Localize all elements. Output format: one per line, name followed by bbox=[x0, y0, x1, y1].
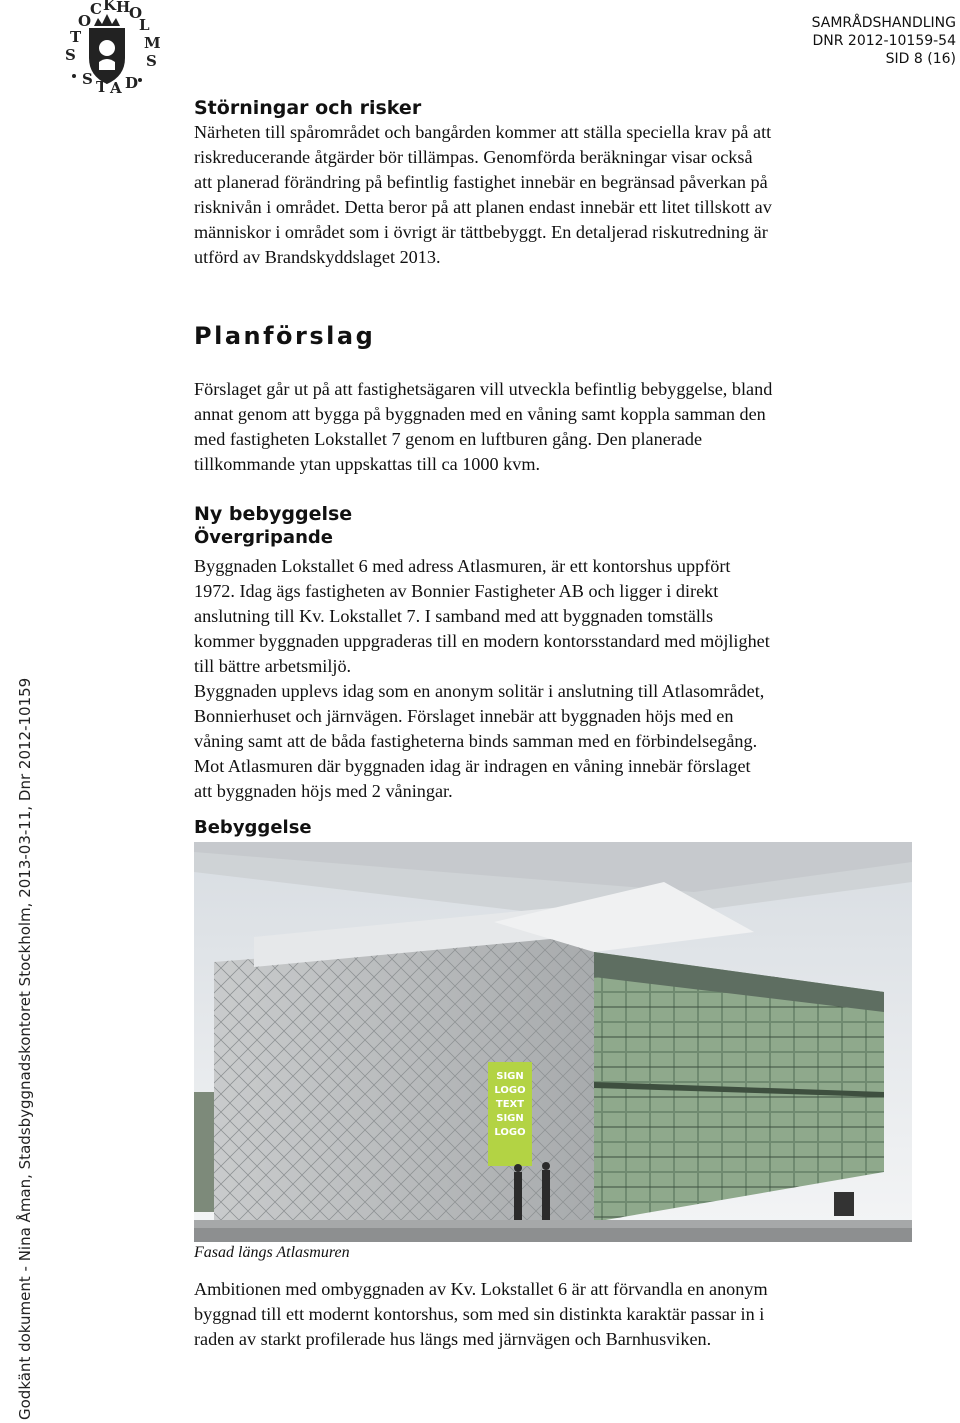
risks-line: utförd av Brandskyddslaget 2013. bbox=[194, 247, 441, 267]
plan-line: annat genom att bygga på byggnaden med en våning samt koppla samman den bbox=[194, 404, 766, 424]
svg-text:K: K bbox=[103, 0, 117, 14]
risks-line: risknivån i området. Detta beror på att planen endast innebär ett litet tillskott av bbox=[194, 197, 772, 217]
closing-section bbox=[194, 1277, 914, 1352]
overview-line: till bättre arbetsmiljö. bbox=[194, 656, 352, 676]
svg-text:H: H bbox=[116, 0, 131, 16]
new-building-heading: Ny bebyggelse bbox=[194, 503, 353, 525]
image-caption: Fasad längs Atlasmuren bbox=[194, 1244, 350, 1261]
plan-line: med fastigheten Lokstallet 7 genom en luftburen gång. Den planerade bbox=[194, 429, 703, 449]
overview-line: 1972. Idag ägs fastigheten av Bonnier Fastigheter AB och ligger i direkt bbox=[194, 581, 719, 601]
sign-line: LOGO bbox=[494, 1127, 526, 1138]
overview-line: kommer byggnaden uppgraderas till en modern kontorsstandard med möjlighet bbox=[194, 631, 770, 651]
svg-text:D: D bbox=[125, 74, 139, 92]
closing-line: Ambitionen med ombyggnaden av Kv. Lokstallet 6 är att förvandla en anonym bbox=[194, 1279, 768, 1299]
page-number: SID 8 (16) bbox=[885, 51, 956, 67]
buildings-label: Bebyggelse bbox=[194, 817, 312, 838]
risks-section bbox=[194, 96, 914, 270]
overview-line: Mot Atlasmuren där byggnaden idag är indragen en våning innebär förslaget bbox=[194, 756, 751, 776]
doc-type: SAMRÅDSHANDLING bbox=[811, 15, 956, 31]
plan-line: tillkommande ytan uppskattas till ca 1000 kvm. bbox=[194, 454, 541, 474]
svg-text:O: O bbox=[78, 12, 92, 30]
building-rendering-image bbox=[194, 842, 912, 1242]
sign-line: SIGN bbox=[496, 1113, 524, 1124]
approval-stamp-text: Godkänt dokument - Nina Åman, Stadsbyggnadskontoret Stockholm, 2013-03-11, Dnr 2012-10159 bbox=[16, 677, 34, 1420]
overview-line: anslutning till Kv. Lokstallet 7. I samband med att byggnaden tomställs bbox=[194, 606, 714, 626]
svg-text:O: O bbox=[129, 4, 143, 22]
svg-text:L: L bbox=[139, 16, 150, 34]
stockholms-stad-logo bbox=[52, 0, 162, 100]
sign-line: LOGO bbox=[494, 1085, 526, 1096]
overview-line: Byggnaden Lokstallet 6 med adress Atlasmuren, är ett kontorshus uppfört bbox=[194, 556, 731, 576]
new-building-section bbox=[194, 502, 914, 804]
closing-line: byggnad till ett modernt kontorshus, som med sin distinkta karaktär passar in i bbox=[194, 1304, 765, 1324]
plan-line: Förslaget går ut på att fastighetsägaren vill utveckla befintlig bebyggelse, bland bbox=[194, 379, 773, 399]
svg-text:S: S bbox=[146, 52, 157, 70]
risks-line: riskreducerande åtgärder bör tillämpas. Genomförda beräkningar visar också bbox=[194, 147, 753, 167]
overview-line: Bonnierhuset och järnvägen. Förslaget innebär att byggnaden höjs med en bbox=[194, 706, 734, 726]
sign-line: SIGN bbox=[496, 1071, 524, 1082]
overview-subheading: Övergripande bbox=[194, 527, 333, 548]
svg-text:T: T bbox=[70, 28, 82, 46]
sign-line: TEXT bbox=[495, 1099, 525, 1110]
document-header bbox=[812, 14, 956, 68]
overview-line: att byggnaden höjs med 2 våningar. bbox=[194, 781, 453, 801]
risks-line: människor i området som i övrigt är tättbebyggt. En detaljerad riskutredning är bbox=[194, 222, 768, 242]
overview-line: våning samt att de båda fastigheterna binds samman med en förbindelsegång. bbox=[194, 731, 758, 751]
svg-text:M: M bbox=[144, 34, 161, 52]
svg-text:S: S bbox=[65, 46, 76, 64]
risks-line: att planerad förändring på befintlig fastighet innebär en begränsad påverkan på bbox=[194, 172, 768, 192]
dnr: DNR 2012-10159-54 bbox=[812, 33, 956, 49]
overview-line: Byggnaden upplevs idag som en anonym solitär i anslutning till Atlasområdet, bbox=[194, 681, 765, 701]
sign-panel-text bbox=[488, 1070, 532, 1140]
svg-text:T: T bbox=[96, 78, 108, 96]
risks-heading: Störningar och risker bbox=[194, 97, 422, 119]
closing-line: raden av starkt profilerade hus längs med järnvägen och Barnhusviken. bbox=[194, 1329, 712, 1349]
plan-section bbox=[194, 377, 914, 477]
svg-text:S: S bbox=[82, 70, 93, 88]
svg-text:A: A bbox=[110, 79, 122, 97]
risks-line: Närheten till spårområdet och bangården kommer att ställa speciella krav på att bbox=[194, 122, 772, 142]
plan-heading: Planförslag bbox=[194, 322, 376, 350]
svg-text:C: C bbox=[90, 0, 102, 18]
